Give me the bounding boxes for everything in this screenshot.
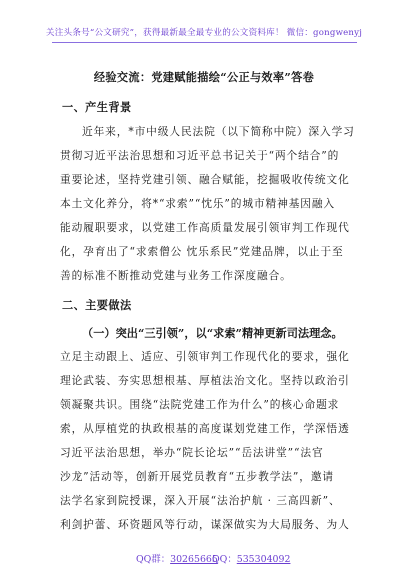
paragraph-line: 沙龙”活动等，创新开展党员教育“五步教学法”，邀请	[60, 470, 335, 483]
qq-group-label: QQ群：	[136, 554, 171, 565]
qq-contact-label: QQ：	[212, 554, 237, 565]
section-heading-main-practices: 二、主要做法	[62, 298, 132, 312]
paragraph-line: 理论武装、夯实思想根基、厚植法治文化。坚持以政治引	[60, 374, 350, 387]
qq-contact-number: 535304092	[236, 554, 291, 565]
paragraph-line: 能动履职要求，以党建工作高质量发展引领审判工作现代	[60, 221, 350, 234]
paragraph-line: 索，从厚植党的执政根基的高度谋划党建工作，学深悟透	[60, 422, 350, 435]
paragraph-line: 化，孕育出了“求索僧公 忱乐系民”党建品牌，以止于至	[60, 245, 344, 258]
header-divider	[52, 42, 357, 43]
section-heading-background: 一、产生背景	[62, 100, 132, 114]
footer-qq-group	[136, 551, 218, 565]
paragraph-line: 本土文化养分，将*“求索”“忱乐”的城市精神基因融入	[60, 197, 336, 210]
paragraph-line: 领凝聚共识。围绕“法院党建工作为什么”的核心命题求	[60, 398, 340, 411]
paragraph-line: 重要论述，坚持党建引领、融合赋能，挖掘吸收传统文化	[60, 173, 350, 186]
qq-group-number: 30265665	[170, 554, 218, 565]
document-title: 经验交流：党建赋能描绘“公正与效率”答卷	[93, 70, 315, 84]
paragraph-line: 利剑护蕾、环资题风等行动，谋深做实为大局服务、为人	[60, 518, 350, 531]
header-promo-text: 关注头条号“公文研究”，获得最新最全最专业的公文资料库！ 微信：gongwenyj	[45, 28, 363, 38]
subsection-heading-three-leads: （一）突出“三引领”，以“求索”精神更新司法理念。	[82, 326, 343, 340]
paragraph-line: 习近平法治思想，举办“院长论坛”“岳法讲堂”“法官	[60, 446, 324, 459]
footer-qq-contact	[212, 551, 290, 565]
paragraph-line: 立足主动跟上、适应、引领审判工作现代化的要求，强化	[60, 350, 350, 363]
paragraph-line: 善的标准不断推动党建与业务工作深度融合。	[60, 269, 292, 282]
paragraph-line: 法学名家到院授课，深入开展“法治护航 · 三高四新”、	[60, 494, 341, 507]
paragraph-line: 贯彻习近平法治思想和习近平总书记关于“两个结合”的	[60, 149, 340, 162]
paragraph-line: 近年来，*市中级人民法院（以下简称中院）深入学习	[82, 125, 355, 138]
